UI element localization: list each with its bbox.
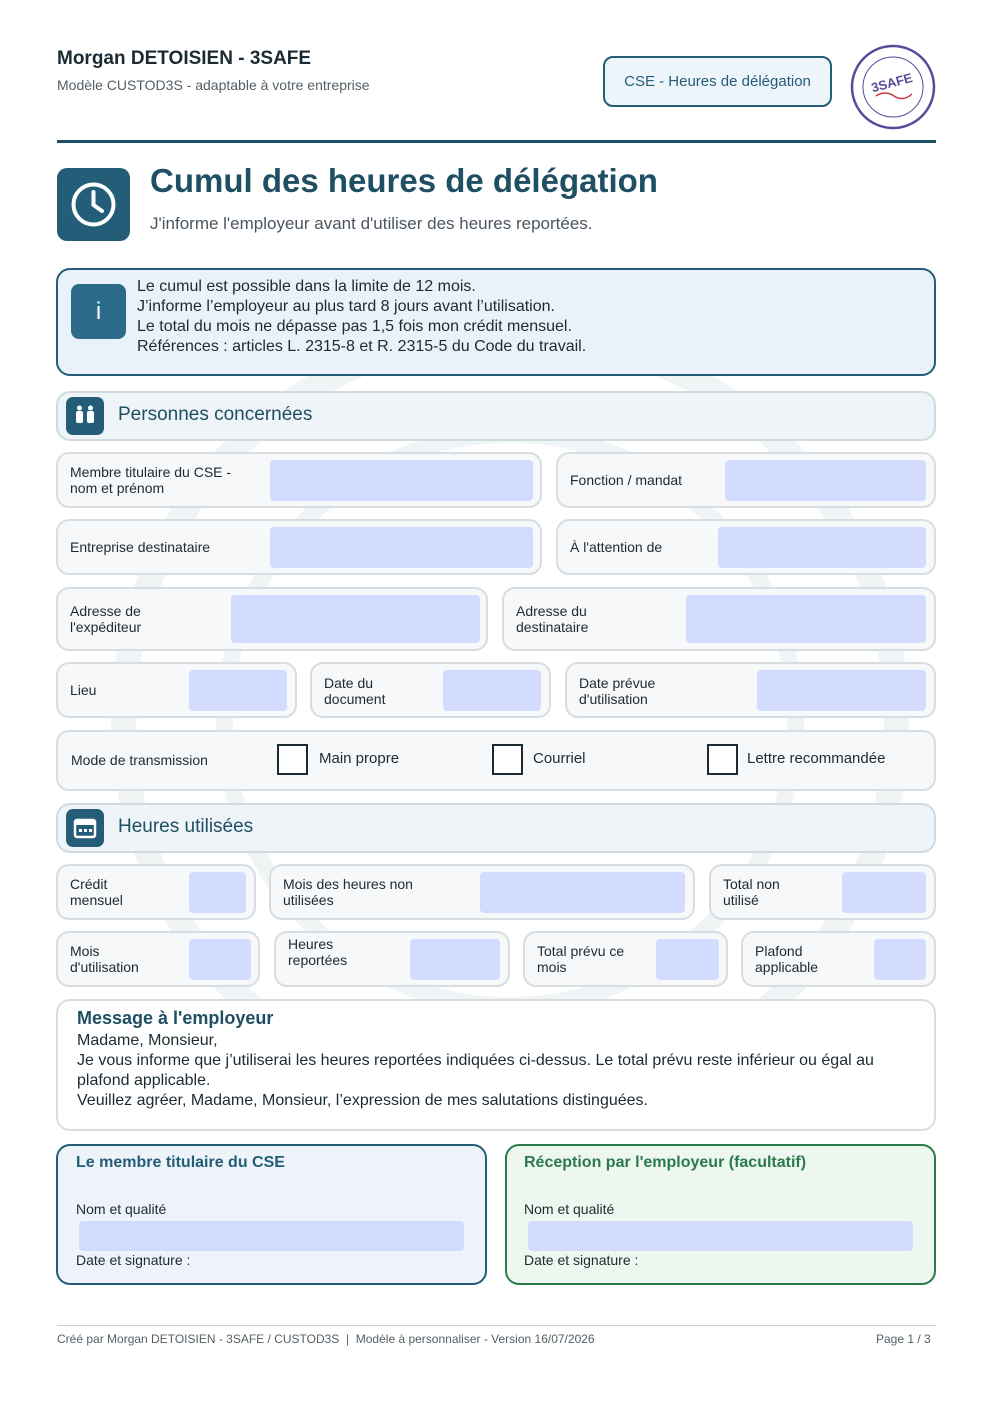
label-line: d'utilisation: [70, 959, 139, 975]
adresse-expediteur-input[interactable]: [231, 595, 480, 643]
checkbox-main-propre[interactable]: [277, 744, 308, 775]
info-text: [137, 277, 586, 357]
lieu-input[interactable]: [189, 670, 287, 711]
label-credit-mensuel: [70, 876, 123, 908]
label-line: Mois des heures non: [283, 876, 413, 892]
footer-divider: [57, 1325, 936, 1326]
credit-mensuel-input[interactable]: [189, 872, 246, 913]
label-line: d'utilisation: [579, 691, 648, 707]
label-line: Adresse de: [70, 603, 141, 619]
section-title-persons: Personnes concernées: [118, 404, 313, 425]
label-line: Mois: [70, 943, 100, 959]
option-courriel: Courriel: [533, 750, 586, 767]
label-name-member: Nom et qualité: [76, 1201, 167, 1217]
label-titulaire: [70, 464, 231, 496]
attention-input[interactable]: [718, 527, 926, 568]
label-name-employer: Nom et qualité: [524, 1201, 615, 1217]
message-line: Je vous informe que j’utiliserai les heures reportées indiquées ci-dessus. Le total prévu reste inférieur ou égal au plafond applicable.: [77, 1052, 874, 1089]
info-line: J’informe l’employeur au plus tard 8 jours avant l’utilisation.: [137, 298, 555, 315]
model-subtitle: Modèle CUSTOD3S - adaptable à votre entreprise: [57, 77, 370, 93]
label-date-document: [324, 675, 385, 707]
label-adresse-destinataire: [516, 603, 588, 635]
page-subtitle: J'informe l'employeur avant d'utiliser des heures reportées.: [150, 214, 593, 233]
mois-utilisation-input[interactable]: [189, 939, 251, 980]
label-plafond: [755, 943, 818, 975]
signature-title-employer: Réception par l'employeur (facultatif): [524, 1154, 807, 1171]
label-line: Total non: [723, 876, 780, 892]
date-document-input[interactable]: [443, 670, 541, 711]
signature-title-member: Le membre titulaire du CSE: [76, 1154, 285, 1171]
total-non-utilise-input[interactable]: [842, 872, 926, 913]
label-line: Membre titulaire du CSE -: [70, 464, 232, 480]
titulaire-input[interactable]: [270, 460, 533, 501]
header-divider: [57, 140, 936, 143]
label-line: utilisées: [283, 892, 334, 908]
label-line: Plafond: [755, 943, 803, 959]
footer-credits: Créé par Morgan DETOISIEN - 3SAFE / CUSTOD3S | Modèle à personnaliser - Version 16/07/2026: [57, 1332, 595, 1346]
label-line: Date du: [324, 675, 374, 691]
info-line: Références : articles L. 2315-8 et R. 2315-5 du Code du travail.: [137, 338, 587, 355]
label-line: Total prévu ce: [537, 943, 625, 959]
page-number: Page 1 / 3: [876, 1332, 931, 1346]
label-line: document: [324, 691, 386, 707]
label-heures-reportees: [288, 936, 347, 968]
label-line: applicable: [755, 959, 819, 975]
label-mois-utilisation: [70, 943, 139, 975]
total-prevu-input[interactable]: [656, 939, 719, 980]
name-employer-input[interactable]: [528, 1221, 913, 1251]
label-date-employer: Date et signature :: [524, 1252, 639, 1268]
calendar-icon: [66, 809, 104, 847]
plafond-input[interactable]: [874, 939, 926, 980]
label-date-member: Date et signature :: [76, 1252, 191, 1268]
label-line: Date prévue: [579, 675, 656, 691]
message-title: Message à l'employeur: [77, 1008, 274, 1028]
section-title-hours: Heures utilisées: [118, 816, 254, 837]
label-line: l'expéditeur: [70, 619, 142, 635]
label-fonction: Fonction / mandat: [570, 472, 683, 488]
svg-text:3SAFE: 3SAFE: [869, 69, 915, 96]
name-member-input[interactable]: [79, 1221, 464, 1251]
label-line: reportées: [288, 952, 348, 968]
message-line: Madame, Monsieur,: [77, 1032, 218, 1049]
heures-reportees-input[interactable]: [410, 939, 500, 980]
author-name: Morgan DETOISIEN - 3SAFE: [57, 48, 312, 69]
page-title: Cumul des heures de délégation: [150, 162, 658, 199]
document-type-badge: CSE - Heures de délégation: [603, 56, 832, 107]
option-lettre-recommandee: Lettre recommandée: [747, 750, 886, 767]
clock-icon: [57, 168, 130, 241]
info-line: Le total du mois ne dépasse pas 1,5 fois mon crédit mensuel.: [137, 318, 572, 335]
label-total-prevu: [537, 943, 624, 975]
message-line: Veuillez agréer, Madame, Monsieur, l’expression de mes salutations distinguées.: [77, 1092, 648, 1109]
adresse-destinataire-input[interactable]: [686, 595, 926, 643]
label-adresse-expediteur: [70, 603, 141, 635]
entreprise-input[interactable]: [270, 527, 533, 568]
label-line: nom et prénom: [70, 480, 165, 496]
label-line: destinataire: [516, 619, 589, 635]
label-attention: À l'attention de: [570, 539, 663, 555]
label-mode-transmission: Mode de transmission: [71, 752, 208, 768]
label-line: Crédit: [70, 876, 108, 892]
label-line: Adresse du: [516, 603, 587, 619]
label-total-non-utilise: [723, 876, 780, 908]
option-main-propre: Main propre: [319, 750, 400, 767]
label-line: mois: [537, 959, 567, 975]
label-line: utilisé: [723, 892, 759, 908]
label-date-utilisation: [579, 675, 655, 707]
mois-non-utilisees-input[interactable]: [480, 872, 685, 913]
checkbox-courriel[interactable]: [492, 744, 523, 775]
info-icon: i: [71, 284, 126, 339]
date-utilisation-input[interactable]: [757, 670, 926, 711]
label-entreprise: Entreprise destinataire: [70, 539, 211, 555]
info-line: Le cumul est possible dans la limite de 12 mois.: [137, 278, 476, 295]
label-line: mensuel: [70, 892, 123, 908]
message-body: [77, 1031, 922, 1111]
label-mois-non-utilisees: [283, 876, 413, 908]
label-lieu: Lieu: [70, 682, 97, 698]
checkbox-lettre-recommandee[interactable]: [707, 744, 738, 775]
company-seal: [850, 44, 936, 130]
people-icon: [66, 397, 104, 435]
fonction-input[interactable]: [725, 460, 926, 501]
label-line: Heures: [288, 936, 334, 952]
